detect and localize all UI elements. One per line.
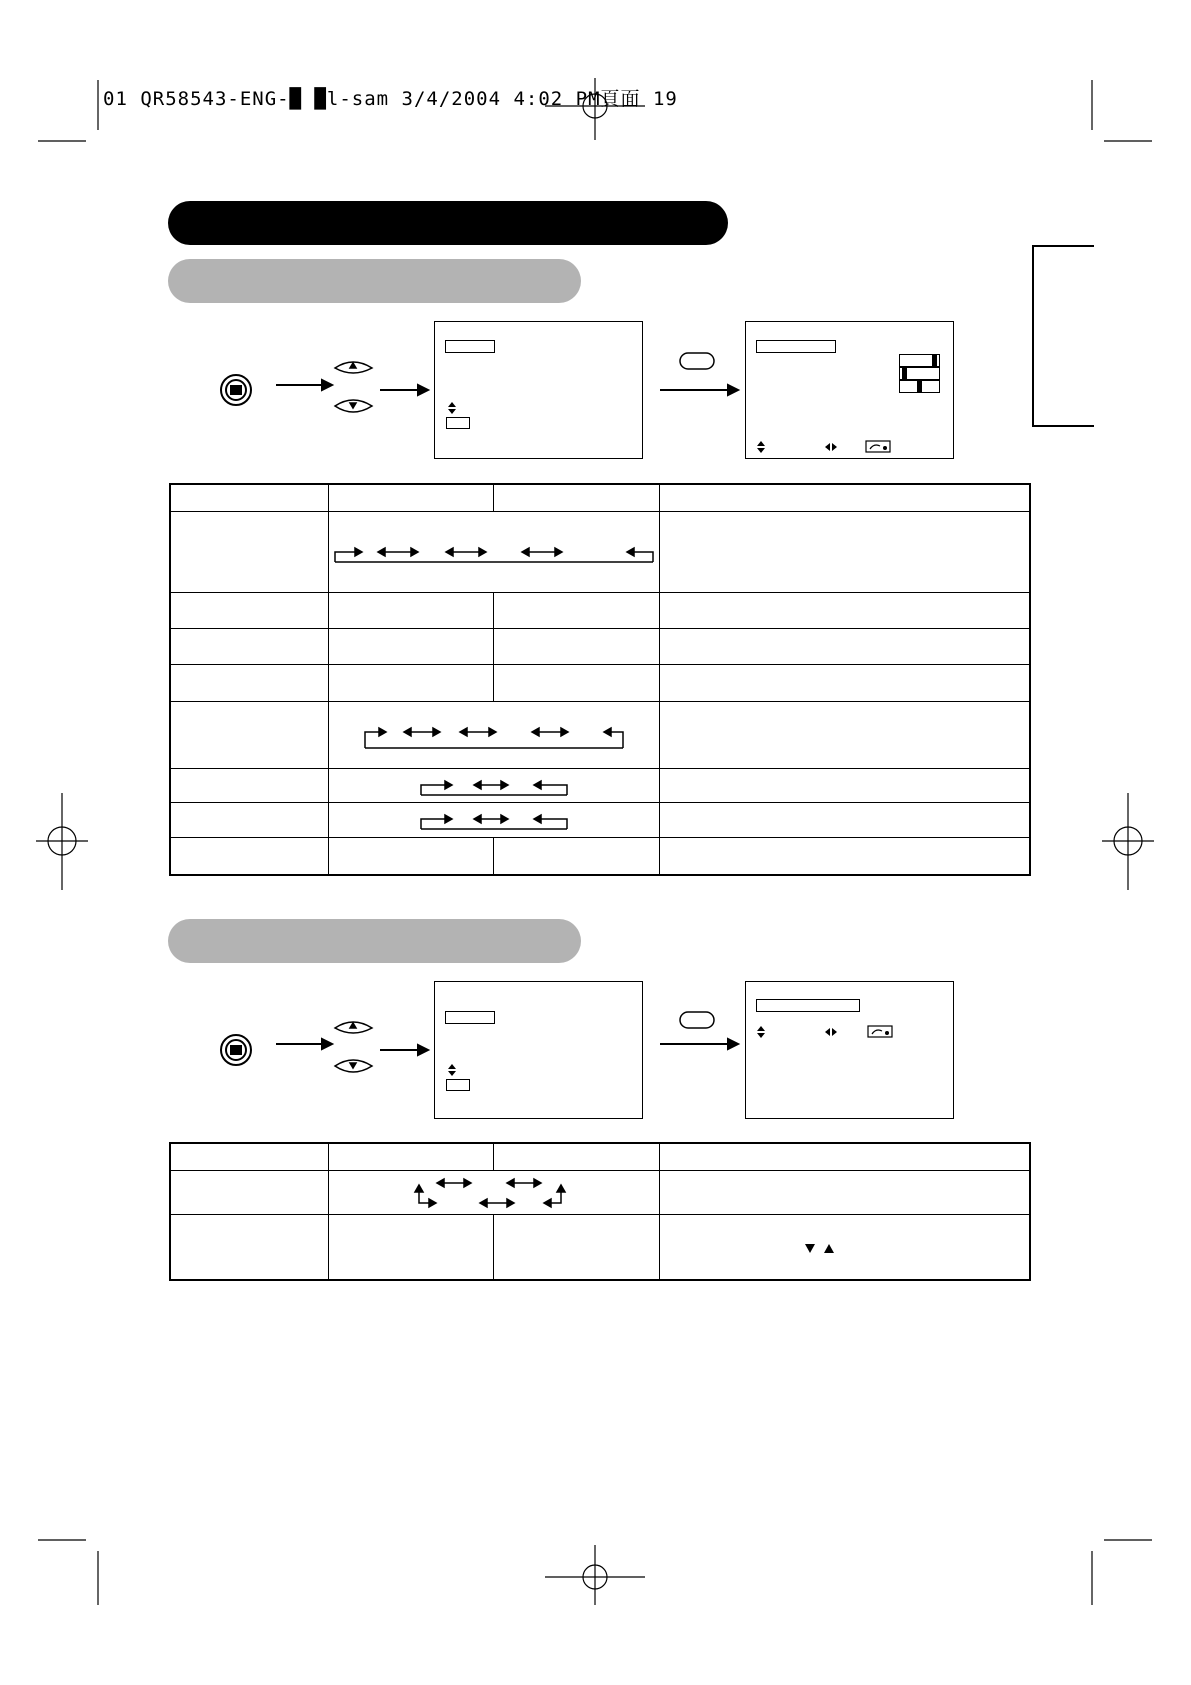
- up-down-arrow-icon: [447, 402, 457, 414]
- cycle-arrows-icon: [329, 769, 659, 801]
- print-slug: 01 QR58543-ENG-█ █l-sam 3/4/2004 4:02 PM頁面 19: [103, 88, 678, 110]
- slider-2-knob: [902, 368, 907, 379]
- submenu-title-box: [756, 340, 836, 353]
- table-row: [170, 1214, 1030, 1280]
- nav-hint-icons: [756, 1025, 896, 1039]
- slider-3: [899, 380, 940, 393]
- table-row: [170, 802, 1030, 837]
- cycle-arrows-icon: [329, 702, 659, 768]
- settings-table-1: [169, 483, 1031, 876]
- menu-button-icon: [221, 375, 251, 405]
- slider-3-knob: [917, 381, 922, 392]
- cycle-arrows-icon: [329, 1171, 659, 1213]
- select-button-icon: [680, 1012, 714, 1028]
- settings-table-2: [169, 1142, 1031, 1281]
- table-row: [170, 1170, 1030, 1214]
- arrow-icon: [276, 1039, 332, 1049]
- osd-menu-screen-1: [434, 321, 643, 459]
- osd-submenu-screen-1: [745, 321, 954, 459]
- menu-item-highlight: [445, 340, 495, 353]
- cycle-arrows-icon: [329, 803, 659, 836]
- arrow-icon: [276, 380, 332, 390]
- osd-submenu-screen-2: [745, 981, 954, 1119]
- arrow-icon: [660, 385, 738, 395]
- cycle-arrows-icon: [329, 512, 659, 592]
- slider-1: [899, 354, 940, 367]
- nav-hint-icons: [756, 440, 896, 454]
- table-header-row: [170, 1143, 1030, 1170]
- slider-1-knob: [932, 355, 937, 366]
- enter-key-box: [446, 417, 470, 429]
- table-row: [170, 768, 1030, 802]
- osd-menu-screen-2: [434, 981, 643, 1119]
- menu-item-highlight: [445, 1011, 495, 1024]
- down-up-triangle-icons: [805, 1242, 845, 1258]
- up-down-button-icon: [335, 362, 372, 412]
- section-title-bar: [168, 201, 728, 245]
- enter-key-box: [446, 1079, 470, 1091]
- table-header-row: [170, 484, 1030, 511]
- table-row: [170, 701, 1030, 768]
- subsection-bar-2: [168, 919, 581, 963]
- arrow-icon: [380, 385, 428, 395]
- up-down-arrow-icon: [447, 1064, 457, 1076]
- submenu-title-box: [756, 999, 860, 1012]
- subsection-bar-1: [168, 259, 581, 303]
- side-index-tab: [1032, 245, 1094, 427]
- arrow-icon: [660, 1039, 738, 1049]
- table-row: [170, 628, 1030, 664]
- up-down-button-icon: [335, 1022, 372, 1072]
- table-row: [170, 837, 1030, 875]
- table-row: [170, 592, 1030, 628]
- table-row: [170, 511, 1030, 592]
- select-button-icon: [680, 353, 714, 369]
- arrow-icon: [380, 1045, 428, 1055]
- table-row: [170, 664, 1030, 701]
- menu-button-icon: [221, 1035, 251, 1065]
- slider-2: [899, 367, 940, 380]
